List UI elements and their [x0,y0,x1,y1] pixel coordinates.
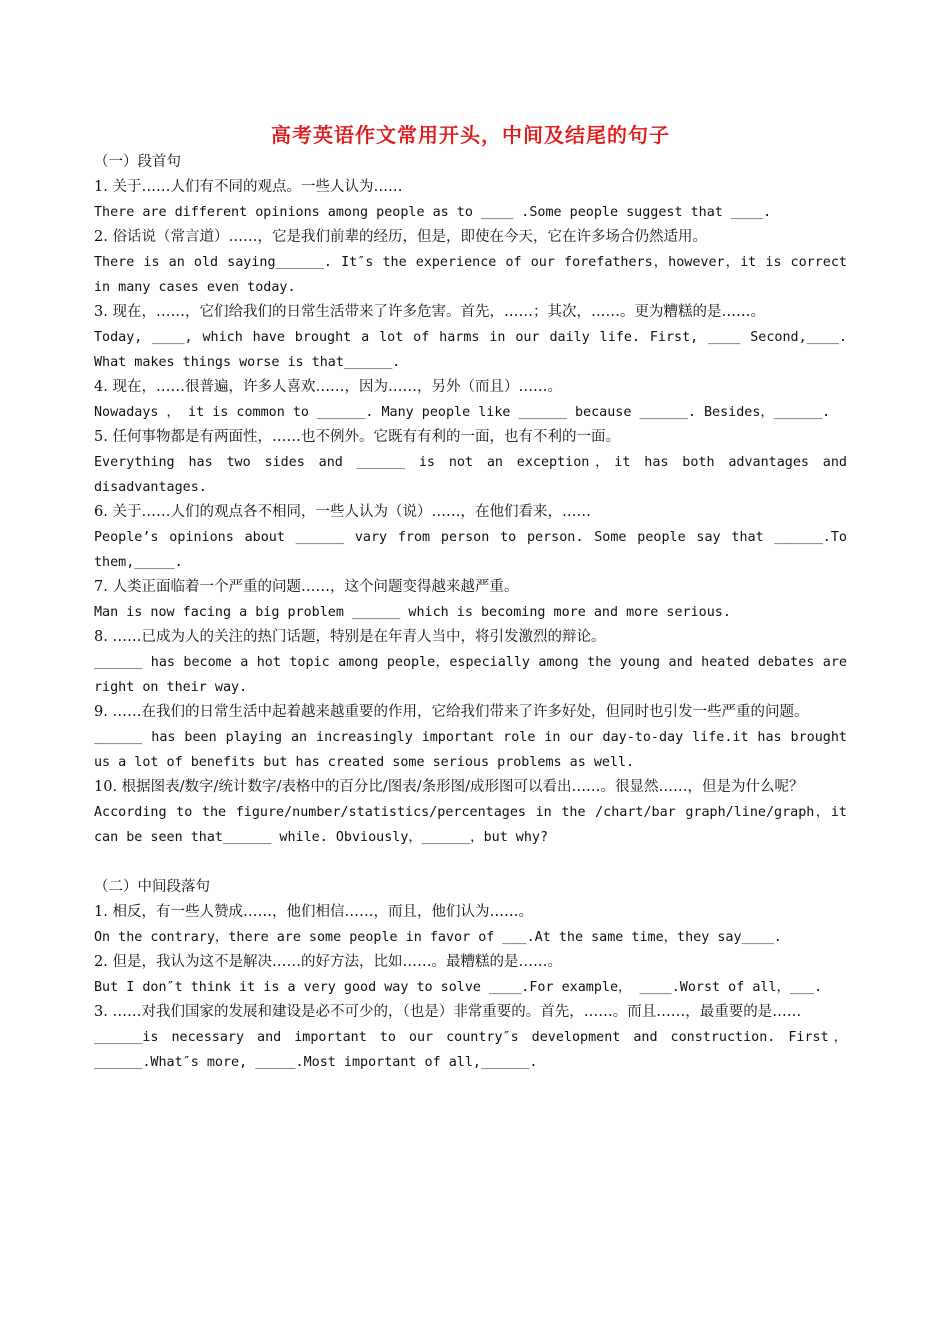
chinese-sentence: 7. 人类正面临着一个严重的问题……，这个问题变得越来越严重。 [94,579,519,595]
chinese-sentence: 5. 任何事物都是有两面性，……也不例外。它既有有利的一面，也有不利的一面。 [94,429,620,445]
section-gap [94,850,847,875]
chinese-sentence: 10. 根据图表/数字/统计数字/表格中的百分比/图表/条形图/成形图可以看出……。很显然……，但是为什么呢？ [94,779,804,795]
english-sentence: Nowadays ， it is common to ______. Many people like ______ because ______. Besides，______. [94,405,831,420]
english-sentence: People’s opinions about ______ vary from person to person. Some people say that ______.To them,_____. [94,530,847,570]
english-sentence: According to the figure/number/statistics/percentages in the /chart/bar graph/line/graph，it can be seen that______ while. Obviously，______，but why? [94,805,847,845]
english-sentence: Today, ____, which have brought a lot of harms in our daily life. First, ____ Second,____. What makes things worse is that______. [94,330,847,370]
english-sentence: But I don″t think it is a very good way to solve ____.For example， ____.Worst of all，___. [94,980,823,995]
english-sentence: Man is now facing a big problem ______ which is becoming more and more serious. [94,605,731,620]
english-sentence: Everything has two sides and ______ is not an exception，it has both advantages and disadvantages. [94,455,847,495]
chinese-sentence: 1. 关于……人们有不同的观点。一些人认为…… [94,179,403,195]
chinese-sentence: 3. ……对我们国家的发展和建设是必不可少的，（也是）非常重要的。首先，……。而且……，最重要的是…… [94,1004,802,1020]
english-sentence: ______ has become a hot topic among people，especially among the young and heated debates are right on their way. [94,655,847,695]
chinese-sentence: 1. 相反，有一些人赞成……，他们相信……，而且，他们认为……。 [94,904,533,920]
english-sentence: There are different opinions among people as to ____ .Some people suggest that ____. [94,205,772,220]
document-body [94,150,847,1075]
page-title: 高考英语作文常用开头，中间及结尾的句子 [271,123,670,147]
chinese-sentence: 2. 但是，我认为这不是解决……的好方法，比如……。最糟糕的是……。 [94,954,562,970]
chinese-sentence: 4. 现在，……很普遍，许多人喜欢……，因为……，另外（而且）……。 [94,379,562,395]
chinese-sentence: 9. ……在我们的日常生活中起着越来越重要的作用，它给我们带来了许多好处，但同时也引发一些严重的问题。 [94,704,809,720]
chinese-sentence: 2. 俗话说（常言道）……，它是我们前辈的经历，但是，即使在今天，它在许多场合仍然适用。 [94,229,707,245]
chinese-sentence: 6. 关于……人们的观点各不相同，一些人认为（说）……，在他们看来，…… [94,504,591,520]
english-sentence: On the contrary，there are some people in favor of ___.At the same time，they say____. [94,930,782,945]
chinese-sentence: 8. ……已成为人的关注的热门话题，特别是在年青人当中，将引发激烈的辩论。 [94,629,606,645]
chinese-sentence: 3. 现在，……，它们给我们的日常生活带来了许多危害。首先，……；其次，……。更为糟糕的是……。 [94,304,765,320]
english-sentence: ______ has been playing an increasingly important role in our day-to-day life.it has brought us a lot of benefits but has created some serious problems as well. [94,730,847,770]
section-heading: （一）段首句 [94,154,181,170]
section-heading: （二）中间段落句 [94,879,210,895]
english-sentence: There is an old saying______. It″s the experience of our forefathers，however，it is correct in many cases even today. [94,255,847,295]
document-page [94,120,847,1075]
english-sentence: ______is necessary and important to our country″s development and construction. First，______.What″s more, _____.Most important of all,______. [94,1030,847,1070]
